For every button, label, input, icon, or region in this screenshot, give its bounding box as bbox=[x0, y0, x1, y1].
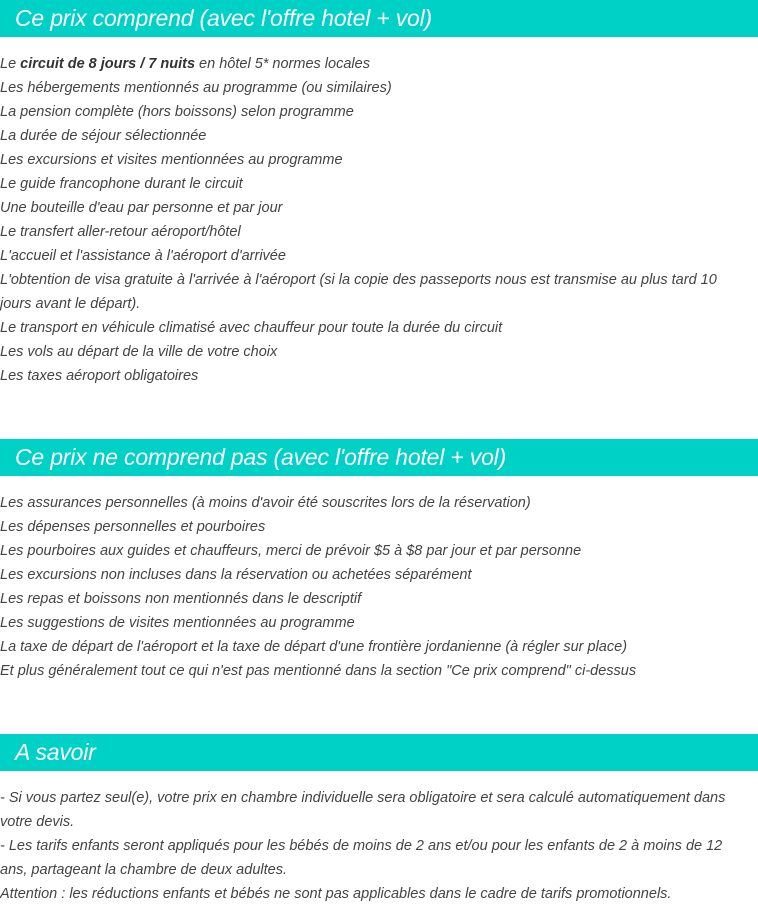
item-prefix: Le bbox=[0, 56, 21, 72]
list-item: Les pourboires aux guides et chauffeurs, merci de prévoir $5 à $8 par jour et par personne bbox=[0, 543, 582, 559]
section-header-not-included bbox=[0, 439, 758, 476]
list-item: Le transport en véhicule climatisé avec chauffeur pour toute la durée du circuit bbox=[0, 320, 503, 336]
list-item: Les excursions et visites mentionnées au programme bbox=[0, 152, 343, 168]
list-item: Le guide francophone durant le circuit bbox=[0, 176, 243, 192]
section-header-included bbox=[0, 0, 758, 37]
section-title-not-included: Ce prix ne comprend pas (avec l'offre hotel + vol) bbox=[15, 444, 507, 470]
list-item: - Si vous partez seul(e), votre prix en chambre individuelle sera obligatoire et sera calculé automatiquement dans votre devis. bbox=[0, 790, 726, 830]
list-item: Les excursions non incluses dans la réservation ou achetées séparément bbox=[0, 567, 472, 583]
section-title-included: Ce prix comprend (avec l'offre hotel + vol) bbox=[15, 5, 433, 31]
list-item: Les vols au départ de la ville de votre choix bbox=[0, 344, 278, 360]
list-item: Les suggestions de visites mentionnées au programme bbox=[0, 615, 355, 631]
list-item: Les hébergements mentionnés au programme (ou similaires) bbox=[0, 80, 392, 96]
not-included-list bbox=[0, 491, 752, 683]
list-item: Et plus généralement tout ce qui n'est pas mentionné dans la section "Ce prix comprend" ci-dessus bbox=[0, 663, 637, 679]
list-item: Les assurances personnelles (à moins d'avoir été souscrites lors de la réservation) bbox=[0, 495, 531, 511]
list-item: L'obtention de visa gratuite à l'arrivée à l'aéroport (si la copie des passeports nous est transmise au plus tard 10 jours avant le départ). bbox=[0, 272, 717, 312]
list-item: La pension complète (hors boissons) selon programme bbox=[0, 104, 354, 120]
list-item: La taxe de départ de l'aéroport et la taxe de départ d'une frontière jordanienne (à régler sur place) bbox=[0, 639, 628, 655]
list-item: Attention : les réductions enfants et bébés ne sont pas applicables dans le cadre de tarifs promotionnels. bbox=[0, 886, 672, 902]
list-item: Une bouteille d'eau par personne et par jour bbox=[0, 200, 283, 216]
item-suffix: en hôtel 5* normes locales bbox=[195, 56, 370, 72]
good-to-know-list bbox=[0, 786, 752, 906]
list-item: Les taxes aéroport obligatoires bbox=[0, 368, 199, 384]
list-item: Les repas et boissons non mentionnés dans le descriptif bbox=[0, 591, 362, 607]
section-title-good-to-know: A savoir bbox=[15, 739, 96, 765]
list-item: - Les tarifs enfants seront appliqués pour les bébés de moins de 2 ans et/ou pour les enfants de 2 à moins de 12 ans, partageant la chambre de deux adultes. bbox=[0, 838, 723, 878]
list-item: La durée de séjour sélectionnée bbox=[0, 128, 207, 144]
included-list bbox=[0, 52, 752, 388]
item-bold-duration: circuit de 8 jours / 7 nuits bbox=[20, 56, 196, 72]
list-item bbox=[0, 52, 752, 76]
list-item: L'accueil et l'assistance à l'aéroport d'arrivée bbox=[0, 248, 286, 264]
list-item: Le transfert aller-retour aéroport/hôtel bbox=[0, 224, 241, 240]
list-item: Les dépenses personnelles et pourboires bbox=[0, 519, 266, 535]
section-header-good-to-know bbox=[0, 734, 758, 771]
